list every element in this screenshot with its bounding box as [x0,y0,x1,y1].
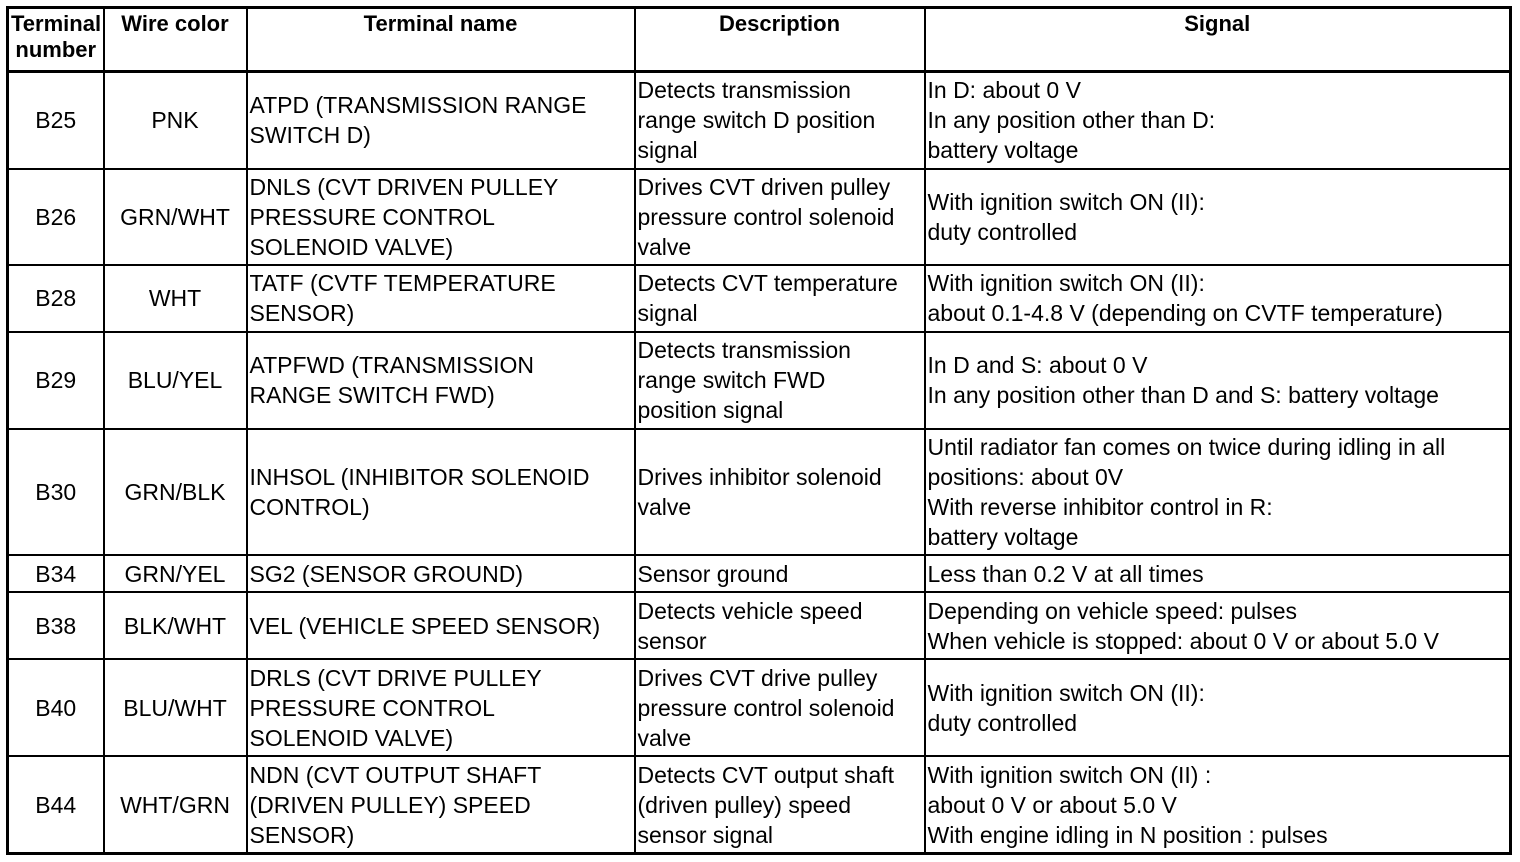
table-row [8,72,1511,169]
table-row [8,169,1511,265]
wire-color-cell: BLK/WHT [104,592,247,659]
terminal-name-cell: SG2 (SENSOR GROUND) [247,555,635,592]
terminal-number-cell: B34 [8,555,104,592]
wire-color-cell: GRN/YEL [104,555,247,592]
description-cell: Detects transmission range switch FWD position signal [635,332,925,429]
wire-color-cell: WHT/GRN [104,756,247,853]
description-cell: Sensor ground [635,555,925,592]
header-row [8,8,1511,72]
description-cell: Drives CVT drive pulley pressure control solenoid valve [635,659,925,756]
terminal-number-cell: B40 [8,659,104,756]
description-cell: Drives CVT driven pulley pressure control solenoid valve [635,169,925,265]
wire-color-cell: GRN/BLK [104,429,247,555]
terminal-name-cell: VEL (VEHICLE SPEED SENSOR) [247,592,635,659]
header-terminal-name: Terminal name [247,8,635,72]
signal-cell: In D and S: about 0 V In any position other than D and S: battery voltage [925,332,1511,429]
description-cell: Detects transmission range switch D position signal [635,72,925,169]
wire-color-cell: WHT [104,265,247,332]
wire-color-cell: GRN/WHT [104,169,247,265]
table-row [8,756,1511,853]
signal-cell: Until radiator fan comes on twice during idling in all positions: about 0V With reverse inhibitor control in R: battery voltage [925,429,1511,555]
terminal-number-cell: B25 [8,72,104,169]
wire-color-cell: PNK [104,72,247,169]
wire-color-cell: BLU/WHT [104,659,247,756]
signal-cell: Depending on vehicle speed: pulses When vehicle is stopped: about 0 V or about 5.0 V [925,592,1511,659]
signal-cell: With ignition switch ON (II): about 0.1-4.8 V (depending on CVTF temperature) [925,265,1511,332]
table-row [8,592,1511,659]
terminal-number-cell: B44 [8,756,104,853]
table-row [8,332,1511,429]
description-cell: Detects CVT output shaft (driven pulley) speed sensor signal [635,756,925,853]
header-terminal-number: Terminal number [8,8,104,72]
terminal-number-cell: B26 [8,169,104,265]
terminal-name-cell: TATF (CVTF TEMPERATURE SENSOR) [247,265,635,332]
terminal-name-cell: INHSOL (INHIBITOR SOLENOID CONTROL) [247,429,635,555]
terminal-number-cell: B38 [8,592,104,659]
terminal-name-cell: DRLS (CVT DRIVE PULLEY PRESSURE CONTROL SOLENOID VALVE) [247,659,635,756]
terminal-name-cell: ATPD (TRANSMISSION RANGE SWITCH D) [247,72,635,169]
signal-cell: With ignition switch ON (II) : about 0 V or about 5.0 V With engine idling in N position : pulses [925,756,1511,853]
signal-cell: With ignition switch ON (II): duty controlled [925,659,1511,756]
table-row [8,429,1511,555]
description-cell: Detects vehicle speed sensor [635,592,925,659]
signal-cell: With ignition switch ON (II): duty controlled [925,169,1511,265]
terminal-number-cell: B28 [8,265,104,332]
terminal-name-cell: DNLS (CVT DRIVEN PULLEY PRESSURE CONTROL SOLENOID VALVE) [247,169,635,265]
terminal-name-cell: ATPFWD (TRANSMISSION RANGE SWITCH FWD) [247,332,635,429]
signal-cell: In D: about 0 V In any position other than D: battery voltage [925,72,1511,169]
header-description: Description [635,8,925,72]
table-row [8,555,1511,592]
terminal-name-cell: NDN (CVT OUTPUT SHAFT (DRIVEN PULLEY) SPEED SENSOR) [247,756,635,853]
wire-color-cell: BLU/YEL [104,332,247,429]
table-row [8,265,1511,332]
terminal-table [6,6,1512,855]
description-cell: Drives inhibitor solenoid valve [635,429,925,555]
header-signal: Signal [925,8,1511,72]
signal-cell: Less than 0.2 V at all times [925,555,1511,592]
description-cell: Detects CVT temperature signal [635,265,925,332]
header-wire-color: Wire color [104,8,247,72]
terminal-number-cell: B29 [8,332,104,429]
table-row [8,659,1511,756]
terminal-number-cell: B30 [8,429,104,555]
